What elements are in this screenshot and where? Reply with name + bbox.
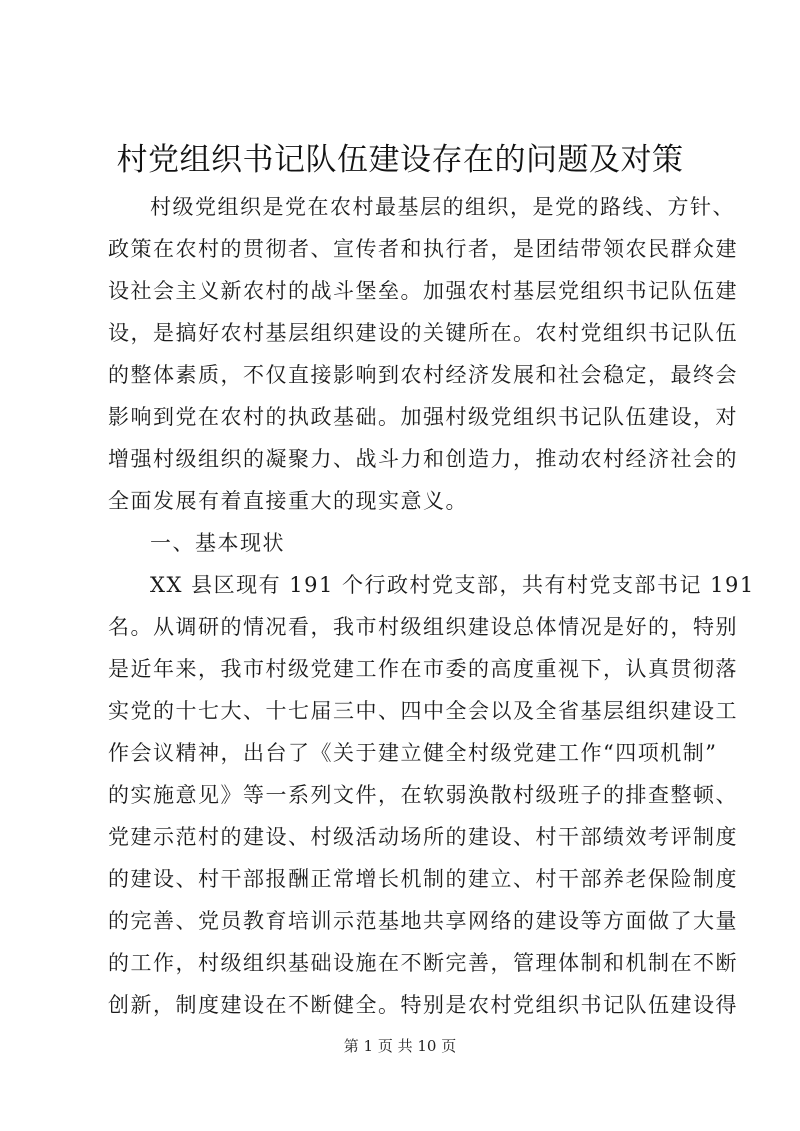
paragraph-line: XX 县区现有 191 个行政村党支部，共有村党支部书记 191	[150, 573, 755, 597]
paragraph-line: 的建设、村干部报酬正常增长机制的建立、村干部养老保险制度	[108, 867, 738, 891]
paragraph-line: 的整体素质，不仅直接影响到农村经济发展和社会稳定，最终会	[108, 363, 738, 387]
paragraph-line: 的完善、党员教育培训示范基地共享网络的建设等方面做了大量	[108, 909, 738, 933]
paragraph-line: 的工作，村级组织基础设施在不断完善，管理体制和机制在不断	[108, 951, 738, 975]
paragraph-line: 增强村级组织的凝聚力、战斗力和创造力，推动农村经济社会的	[108, 447, 738, 471]
paragraph-line: 设社会主义新农村的战斗堡垒。加强农村基层党组织书记队伍建	[108, 279, 738, 303]
paragraph-line: 设，是搞好农村基层组织建设的关键所在。农村党组织书记队伍	[108, 321, 738, 345]
paragraph-line: 是近年来，我市村级党建工作在市委的高度重视下，认真贯彻落	[108, 657, 738, 681]
paragraph-line: 作会议精神，出台了《关于建立健全村级党建工作“四项机制”	[108, 741, 718, 765]
section-heading: 一、基本现状	[150, 531, 285, 555]
paragraph-line: 党建示范村的建设、村级活动场所的建设、村干部绩效考评制度	[108, 825, 738, 849]
paragraph-line: 影响到党在农村的执政基础。加强村级党组织书记队伍建设，对	[108, 405, 738, 429]
paragraph-line: 的实施意见》等一系列文件，在软弱涣散村级班子的排查整顿、	[108, 783, 738, 807]
page-number: 第 1 页 共 10 页	[343, 1037, 457, 1055]
paragraph-line: 村级党组织是党在农村最基层的组织，是党的路线、方针、	[150, 195, 735, 219]
paragraph-line: 实党的十七大、十七届三中、四中全会以及全省基层组织建设工	[108, 699, 738, 723]
paragraph-line: 政策在农村的贯彻者、宣传者和执行者，是团结带领农民群众建	[108, 237, 738, 261]
document-body	[108, 186, 755, 1026]
paragraph-line: 名。从调研的情况看，我市村级组织建设总体情况是好的，特别	[108, 615, 738, 639]
paragraph-line: 创新，制度建设在不断健全。特别是农村党组织书记队伍建设得	[108, 993, 738, 1017]
paragraph-line: 全面发展有着直接重大的现实意义。	[108, 489, 468, 513]
document-title: 村党组织书记队伍建设存在的问题及对策	[116, 142, 684, 178]
